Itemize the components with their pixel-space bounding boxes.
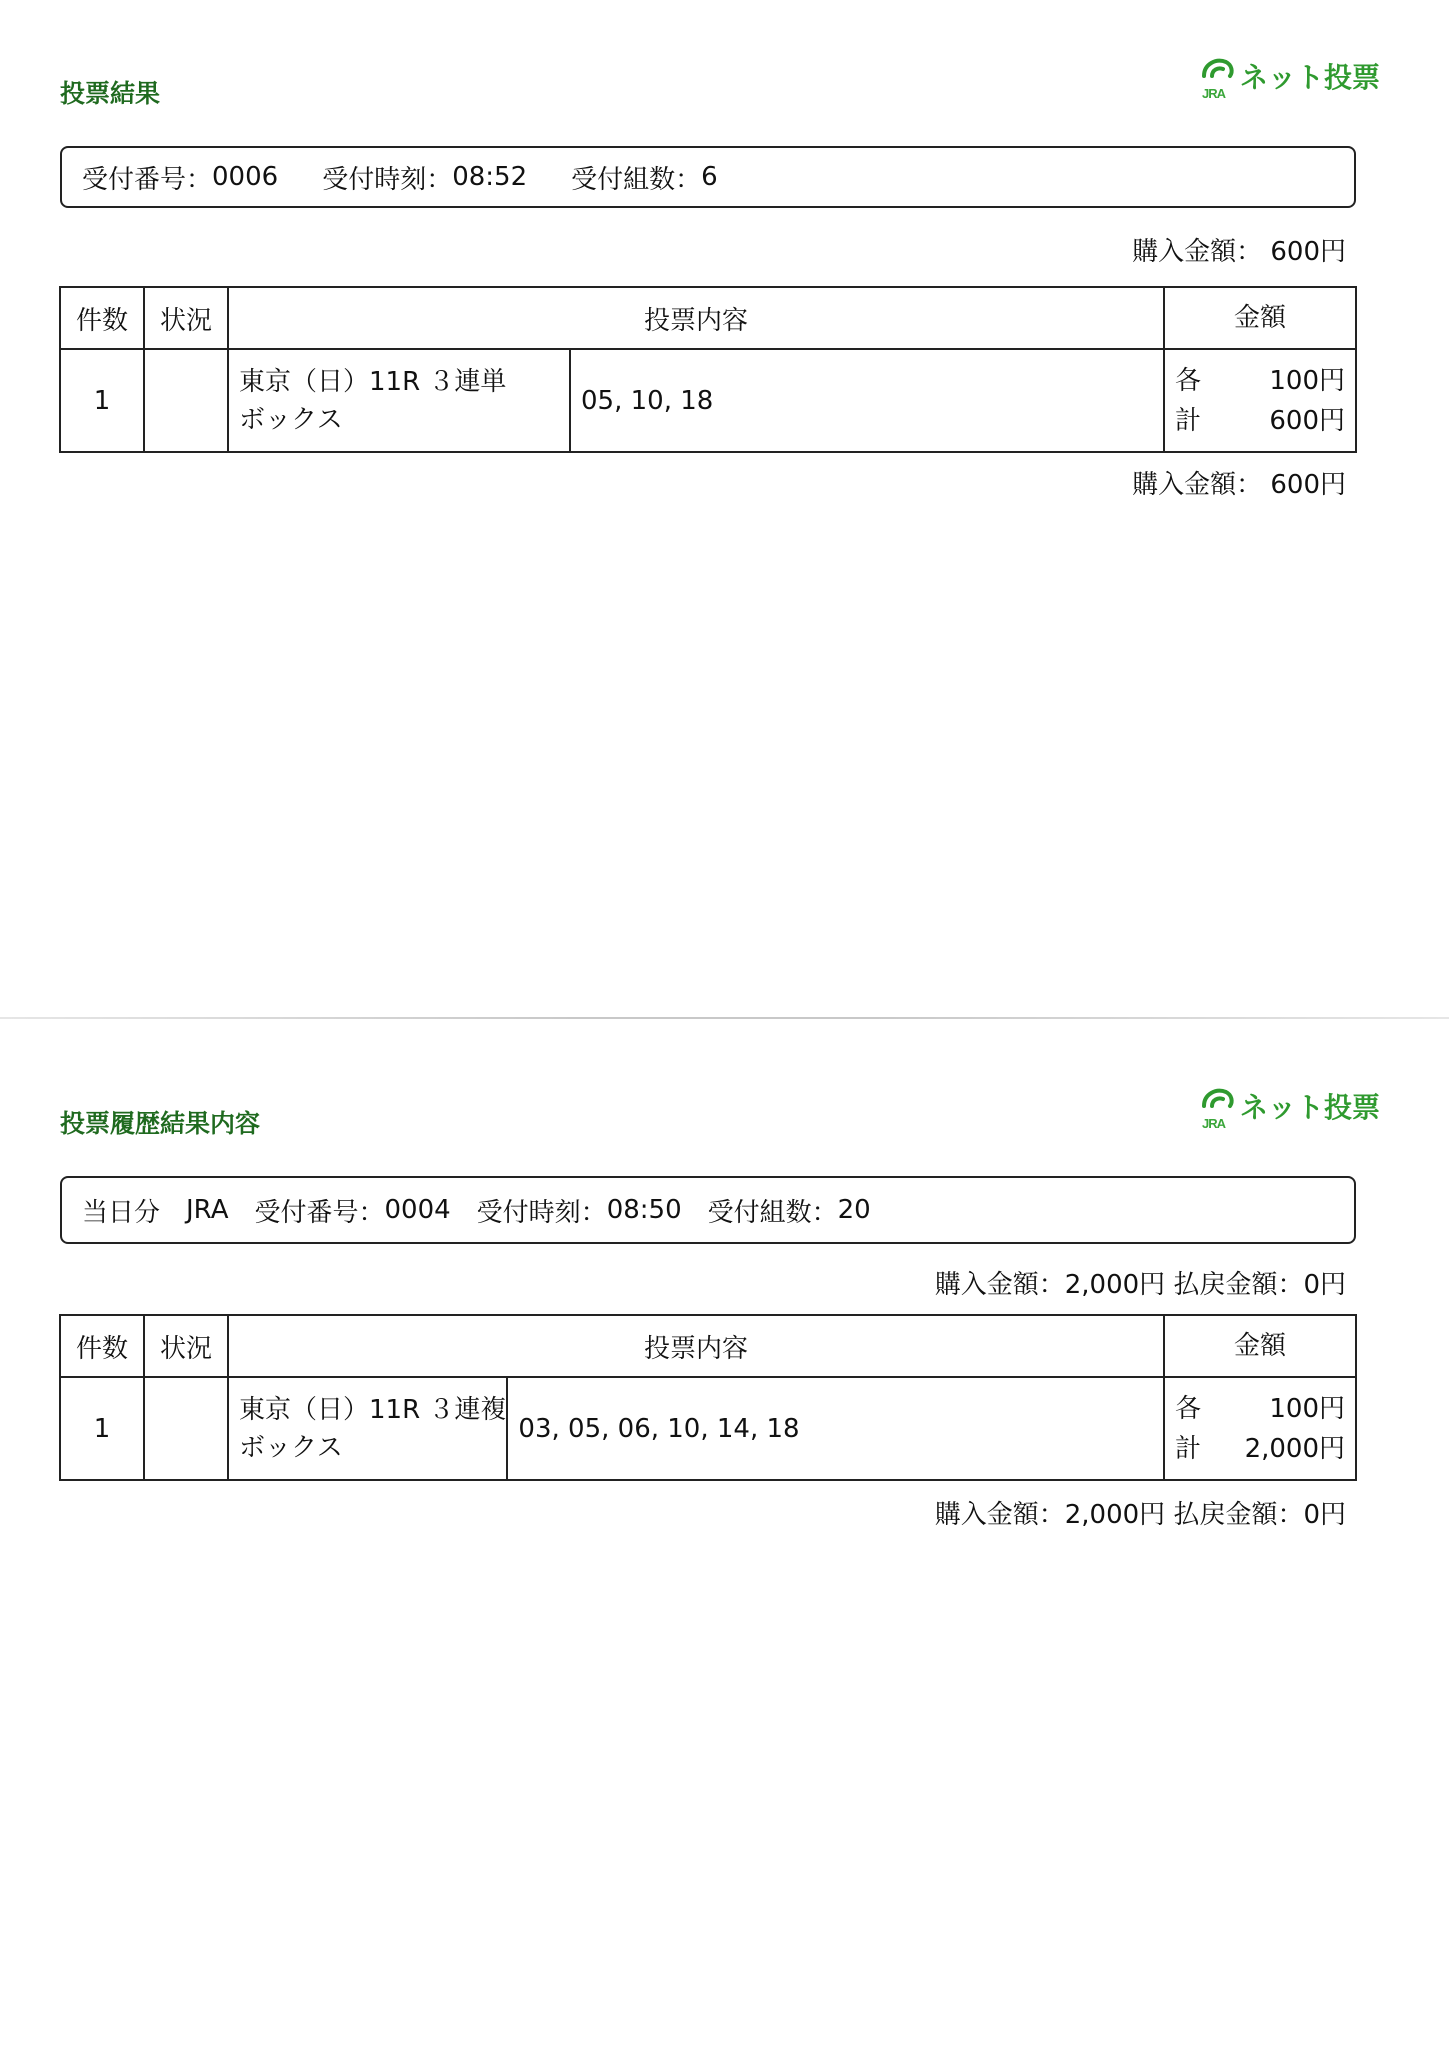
history-info-box — [60, 1176, 1356, 1244]
purchase-amount-top: 購入金額： 600円 — [1132, 237, 1346, 267]
receipt-label: 受付番号： — [254, 1197, 385, 1228]
jra-net-logo — [1200, 56, 1380, 104]
table-row — [60, 349, 1356, 452]
row-race — [228, 1377, 507, 1480]
total-label: 計 — [1175, 1433, 1202, 1464]
header-amount: 金額 — [1164, 1315, 1356, 1377]
receipt-label: 受付番号： — [82, 164, 213, 195]
jra-logo-text: JRA — [1202, 86, 1226, 101]
bet-type: ボックス — [239, 1432, 343, 1463]
receipt-time-label: 受付時刻： — [322, 164, 453, 195]
title-history-result: 投票履歴結果内容 — [60, 1109, 261, 1138]
page-divider — [0, 1017, 1449, 1019]
receipt-time: 08:52 — [452, 162, 528, 192]
header-amount: 金額 — [1164, 287, 1356, 349]
header-count: 件数 — [60, 287, 144, 349]
receipt-time: 08:50 — [606, 1195, 682, 1225]
receipt-info-box — [60, 146, 1356, 208]
header-content: 投票内容 — [228, 287, 1164, 349]
receipt-number: 0006 — [212, 162, 279, 192]
row-numbers: 03, 05, 06, 10, 14, 18 — [507, 1377, 1164, 1480]
receipt-count: 20 — [837, 1195, 871, 1225]
table-header-row — [60, 287, 1356, 349]
row-amount — [1164, 349, 1356, 452]
each-value: 100円 — [1269, 1393, 1345, 1424]
race-name: 東京（日）11R ３連単 — [239, 366, 507, 397]
each-label: 各 — [1175, 365, 1202, 396]
total-value: 2,000円 — [1244, 1433, 1345, 1464]
row-count: 1 — [60, 349, 144, 452]
receipt-number: 0004 — [384, 1195, 451, 1225]
purchase-refund-top: 購入金額：2,000円 払戻金額：0円 — [934, 1270, 1346, 1300]
net-vote-label: ネット投票 — [1240, 61, 1381, 94]
purchase-refund-bottom: 購入金額：2,000円 払戻金額：0円 — [934, 1500, 1346, 1530]
horse-logo-icon — [1200, 56, 1236, 104]
net-vote-label: ネット投票 — [1240, 1091, 1381, 1124]
header-count: 件数 — [60, 1315, 144, 1377]
org-label: JRA — [186, 1195, 229, 1225]
purchase-amount-bottom: 購入金額： 600円 — [1132, 470, 1346, 500]
jra-net-logo-2 — [1200, 1086, 1380, 1134]
header-status: 状況 — [144, 287, 228, 349]
total-value: 600円 — [1269, 405, 1345, 436]
history-bet-table — [59, 1314, 1357, 1481]
total-label: 計 — [1175, 405, 1202, 436]
receipt-time-label: 受付時刻： — [476, 1197, 607, 1228]
row-numbers: 05, 10, 18 — [570, 349, 1164, 452]
header-content: 投票内容 — [228, 1315, 1164, 1377]
jra-logo-text: JRA — [1202, 1116, 1226, 1131]
horse-logo-icon — [1200, 1086, 1236, 1134]
day-label: 当日分 — [82, 1197, 161, 1228]
row-race — [228, 349, 570, 452]
bet-type: ボックス — [239, 404, 343, 435]
table-row — [60, 1377, 1356, 1480]
receipt-count-label: 受付組数： — [707, 1197, 838, 1228]
each-value: 100円 — [1269, 365, 1345, 396]
receipt-count-label: 受付組数： — [571, 164, 702, 195]
race-name: 東京（日）11R ３連複 — [239, 1394, 507, 1425]
header-status: 状況 — [144, 1315, 228, 1377]
receipt-count: 6 — [701, 162, 718, 192]
each-label: 各 — [1175, 1393, 1202, 1424]
title-voting-result: 投票結果 — [60, 79, 161, 108]
row-count: 1 — [60, 1377, 144, 1480]
row-status — [144, 349, 228, 452]
table-header-row — [60, 1315, 1356, 1377]
row-status — [144, 1377, 228, 1480]
bet-table — [59, 286, 1357, 453]
row-amount — [1164, 1377, 1356, 1480]
